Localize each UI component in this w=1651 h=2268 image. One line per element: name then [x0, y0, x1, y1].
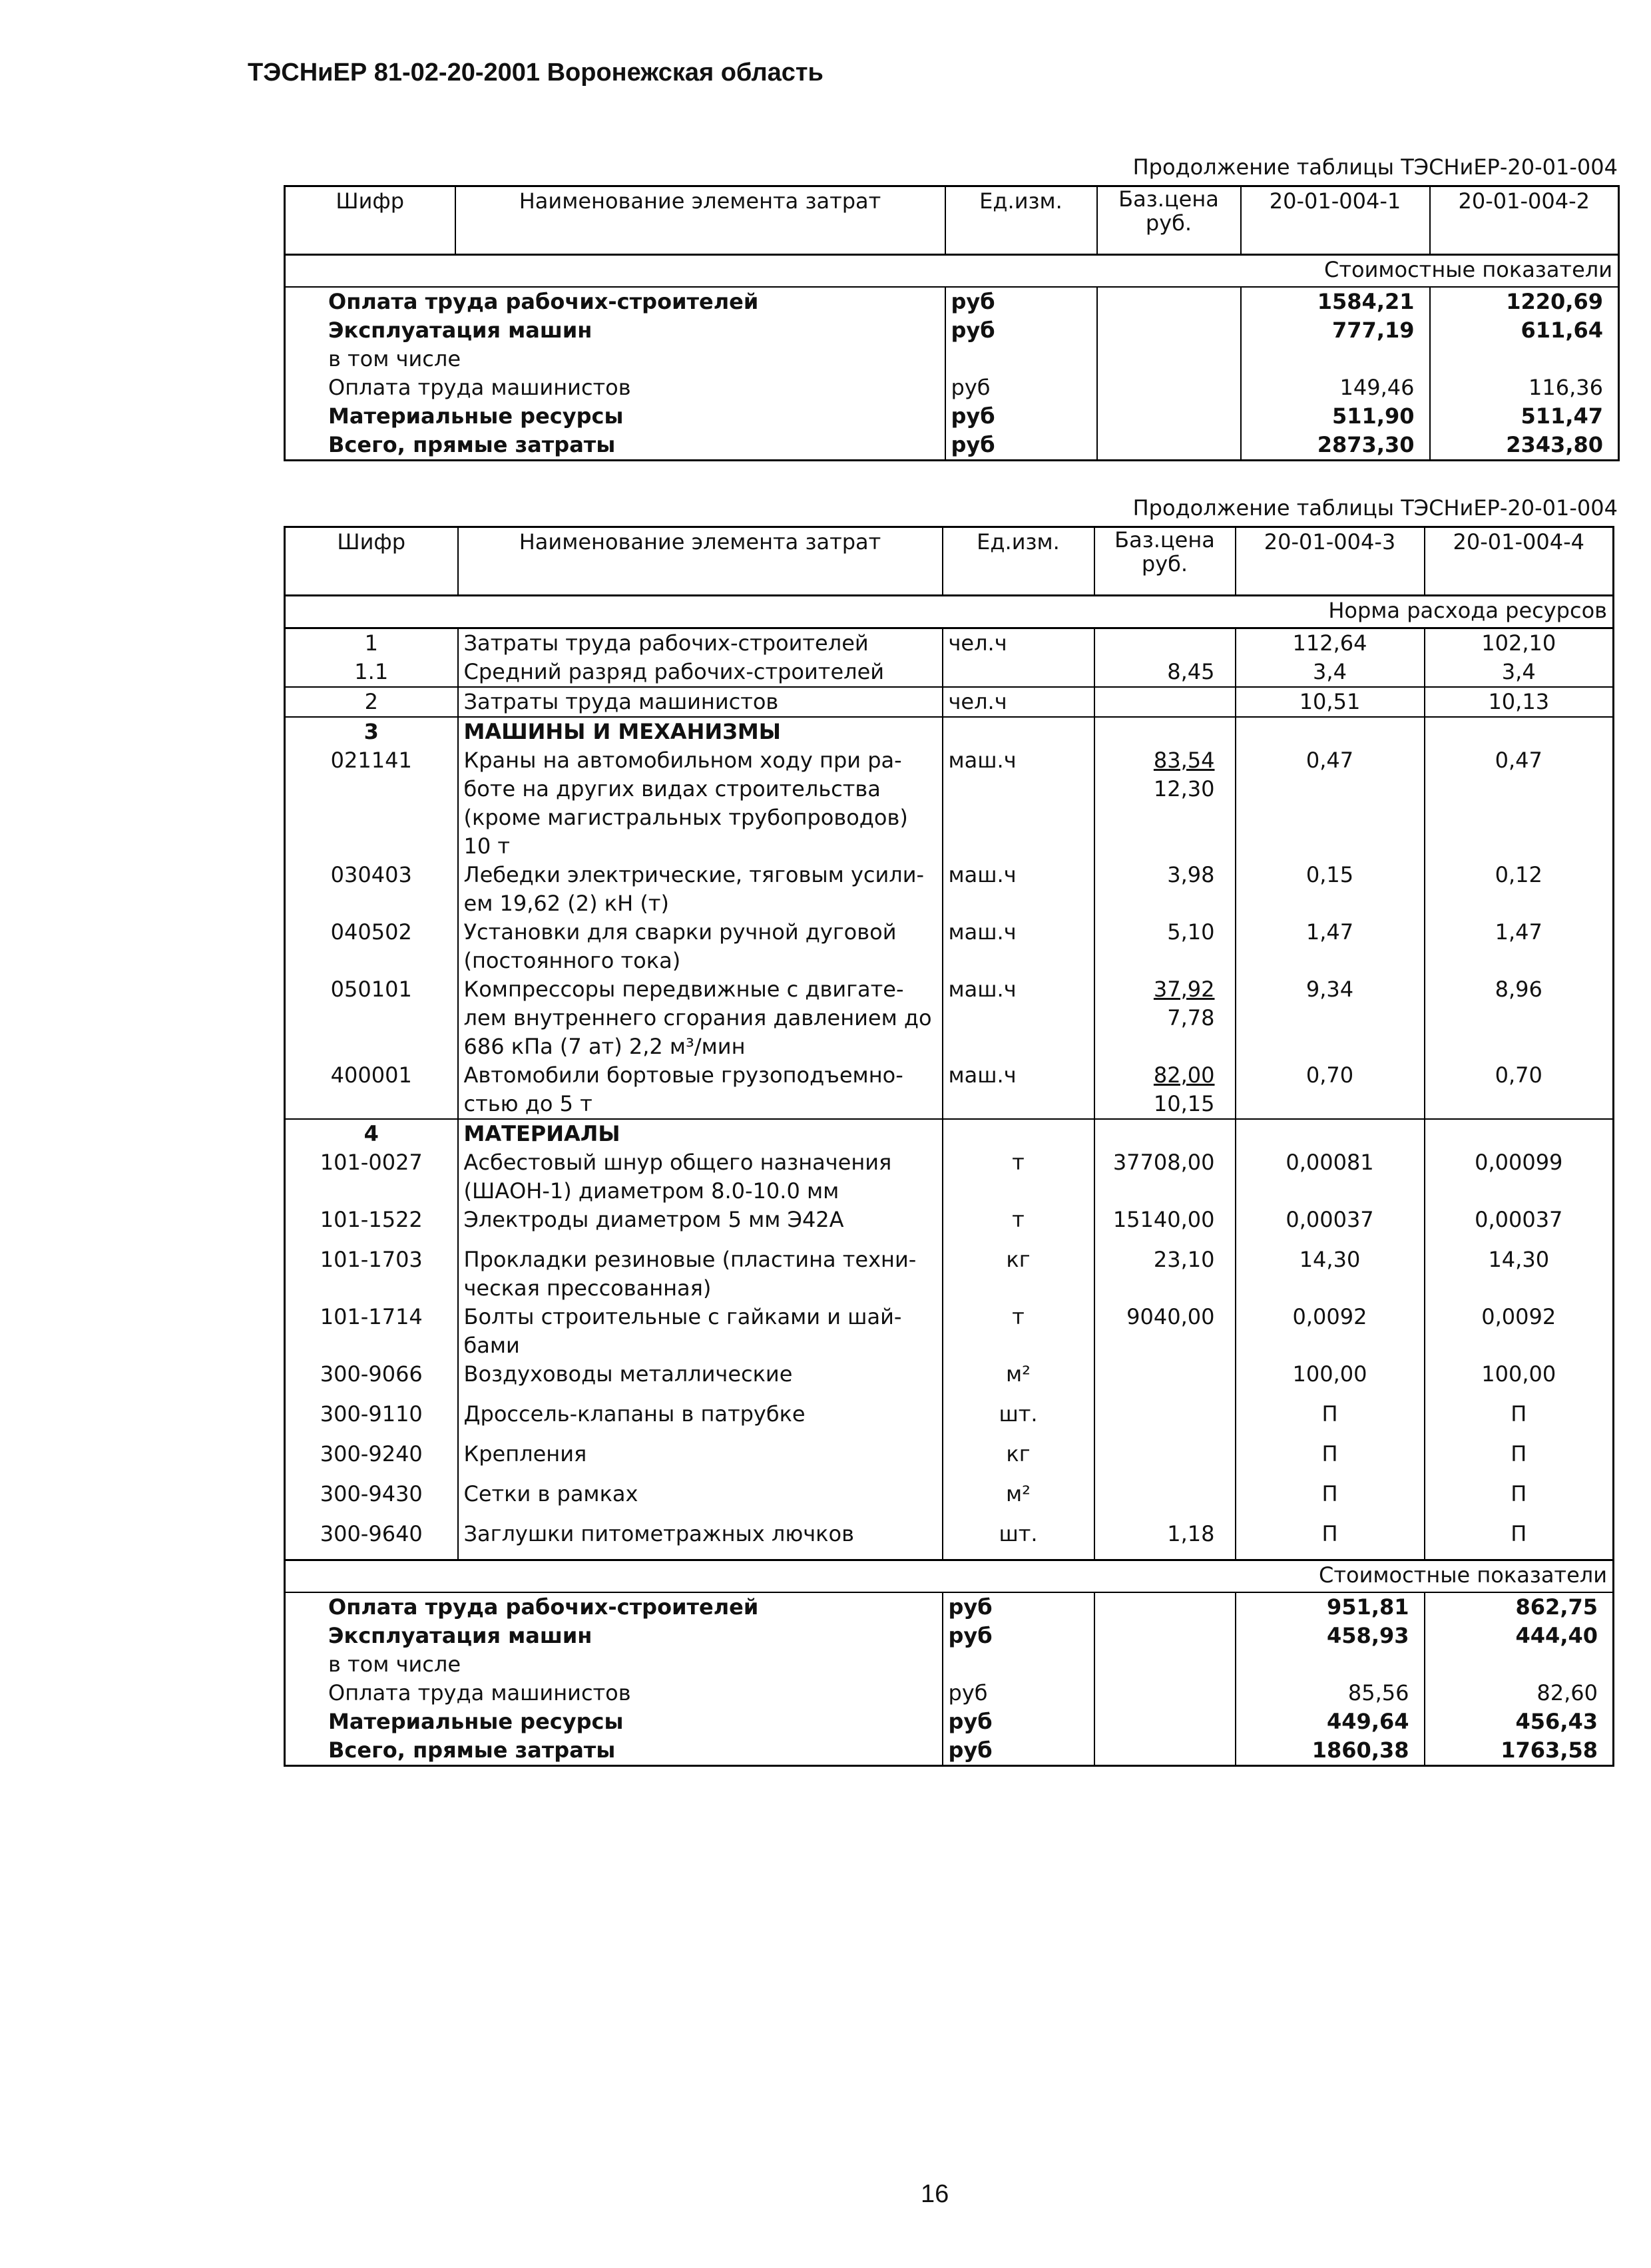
resource-norm-1 — [1236, 1119, 1425, 1148]
resource-name-line: ем 19,62 (2) кН (т) — [463, 891, 669, 916]
resource-norm-2: 0,70 — [1425, 1061, 1614, 1119]
cost-row — [285, 1736, 1614, 1766]
cost-item-value-1: 951,81 — [1236, 1592, 1425, 1622]
resource-unit: т — [943, 1303, 1094, 1360]
resource-norm-1: 10,51 — [1236, 687, 1425, 717]
col-header-code-3: 20-01-004-3 — [1236, 527, 1425, 596]
resource-name-line: Воздуховоды металлические — [463, 1361, 793, 1387]
resource-name — [458, 918, 943, 975]
resource-name-line: Установки для сварки ручной дуговой — [463, 919, 897, 945]
resource-price-value: 1,18 — [1167, 1521, 1215, 1546]
material-row — [285, 1520, 1614, 1560]
col-header-base-price: Баз.цена руб. — [1094, 527, 1236, 596]
cost-row — [285, 402, 1619, 431]
resource-code: 300-9110 — [320, 1401, 423, 1427]
cost-row — [285, 287, 1619, 316]
cost-item-name: Оплата труда рабочих-строителей — [328, 289, 759, 314]
resource-code: 040502 — [330, 919, 412, 945]
cost-item-price — [1094, 1650, 1236, 1679]
resource-name: МАТЕРИАЛЫ — [458, 1119, 943, 1148]
resource-code: 300-9430 — [320, 1481, 423, 1506]
col-header-code-2: 20-01-004-2 — [1430, 186, 1619, 255]
resource-name — [458, 1400, 943, 1440]
resource-name-line: Краны на автомобильном ходу при ра- — [463, 748, 902, 773]
resource-price-value: 3,98 — [1167, 862, 1215, 887]
table2-resource-norms — [284, 526, 1614, 1767]
resource-price — [1094, 918, 1236, 975]
resource-unit: м² — [943, 1360, 1094, 1400]
resource-norm-1: 0,00037 — [1236, 1206, 1425, 1246]
resource-price — [1094, 1119, 1236, 1148]
resource-name — [458, 1206, 943, 1246]
cost-item-value-1: 511,90 — [1241, 402, 1430, 431]
cost-item-value-2: 444,40 — [1425, 1622, 1614, 1650]
cost-item-value-2 — [1425, 1650, 1614, 1679]
section-title: Стоимостные показатели — [1324, 257, 1612, 282]
resource-name — [458, 1148, 943, 1206]
resource-price — [1094, 746, 1236, 861]
resource-norm-1: 0,00081 — [1236, 1148, 1425, 1206]
resource-norm-2: 10,13 — [1425, 687, 1614, 717]
cost-item-unit: руб — [945, 402, 1097, 431]
resource-price — [1094, 1206, 1236, 1246]
table1-cost-indicators — [284, 185, 1620, 461]
cost-item-unit: руб — [945, 287, 1097, 316]
resource-unit — [943, 1119, 1094, 1148]
resource-price-value: 82,00 — [1153, 1062, 1215, 1088]
cost-item-unit — [943, 1650, 1094, 1679]
resource-name-line: (постоянного тока) — [463, 948, 681, 973]
resource-norm-2: 0,00099 — [1425, 1148, 1614, 1206]
resource-unit: шт. — [943, 1520, 1094, 1560]
resource-norm-1: П — [1236, 1520, 1425, 1560]
cost-item-value-2: 2343,80 — [1430, 431, 1619, 461]
cost-row — [285, 316, 1619, 345]
resource-code: 1 — [364, 630, 378, 656]
cost-row — [285, 1622, 1614, 1650]
cost-item-value-1: 149,46 — [1241, 373, 1430, 402]
resource-name — [458, 861, 943, 918]
resource-price-value: 8,45 — [1167, 659, 1215, 684]
resource-price — [1094, 1061, 1236, 1119]
cost-item-name: Оплата труда машинистов — [328, 1680, 631, 1705]
resource-unit: т — [943, 1148, 1094, 1206]
resource-name-line: 10 т — [463, 833, 511, 859]
col-header-code-4: 20-01-004-4 — [1425, 527, 1614, 596]
resource-code: 4 — [363, 1121, 379, 1146]
cost-item-value-2: 511,47 — [1430, 402, 1619, 431]
section-title: Норма расхода ресурсов — [1328, 598, 1607, 623]
resource-price — [1094, 717, 1236, 746]
cost-item-value-1: 458,93 — [1236, 1622, 1425, 1650]
col-header-code: Шифр — [336, 188, 405, 214]
resource-name — [458, 975, 943, 1061]
resource-norm-1 — [1236, 717, 1425, 746]
cost-item-value-2: 116,36 — [1430, 373, 1619, 402]
resource-unit: маш.ч — [943, 746, 1094, 861]
cost-row — [285, 1679, 1614, 1707]
resource-price — [1094, 1246, 1236, 1303]
cost-item-value-1: 85,56 — [1236, 1679, 1425, 1707]
material-row — [285, 1360, 1614, 1400]
cost-item-unit: руб — [943, 1736, 1094, 1766]
resource-price-value: 37,92 — [1153, 977, 1215, 1002]
cost-item-unit: руб — [943, 1622, 1094, 1650]
resource-norm-2: 3,4 — [1425, 658, 1614, 687]
cost-item-value-2: 1763,58 — [1425, 1736, 1614, 1766]
cost-item-price — [1097, 345, 1241, 373]
resource-norm-2: П — [1425, 1520, 1614, 1560]
resource-unit: м² — [943, 1480, 1094, 1520]
resource-norm-1: 112,64 — [1236, 628, 1425, 658]
resource-name-line: бами — [463, 1333, 520, 1358]
resource-unit — [943, 717, 1094, 746]
cost-item-value-1: 449,64 — [1236, 1707, 1425, 1736]
resource-norm-1: 3,4 — [1236, 658, 1425, 687]
machine-row — [285, 918, 1614, 975]
document-title: ТЭСНиЕР 81-02-20-2001 Воронежская область — [248, 59, 824, 87]
col-header-unit: Ед.изм. — [943, 527, 1094, 596]
resource-name-line: Автомобили бортовые грузоподъемно- — [463, 1062, 903, 1088]
resource-norm-1: 1,47 — [1236, 918, 1425, 975]
resource-price — [1094, 1303, 1236, 1360]
col-header-unit: Ед.изм. — [945, 186, 1097, 255]
resource-price-value: 9040,00 — [1126, 1304, 1215, 1329]
resource-norm-1: 0,70 — [1236, 1061, 1425, 1119]
resource-name-line: лем внутреннего сгорания давлением до — [463, 1005, 932, 1030]
resource-price-value: 5,10 — [1167, 919, 1215, 945]
cost-item-value-1: 1584,21 — [1241, 287, 1430, 316]
table2-header-row — [285, 527, 1614, 596]
resource-price-value: 23,10 — [1153, 1247, 1215, 1272]
resource-name-line: Болты строительные с гайками и шай- — [463, 1304, 902, 1329]
resource-name-line: Дроссель-клапаны в патрубке — [463, 1401, 806, 1427]
resource-name-line: Заглушки питометражных лючков — [463, 1521, 854, 1546]
table1-section-row — [285, 255, 1619, 288]
table2-body — [285, 628, 1614, 1560]
resource-name-line: стью до 5 т — [463, 1091, 592, 1116]
resource-name: Затраты труда рабочих-строителей — [458, 628, 943, 658]
resource-norm-2 — [1425, 1119, 1614, 1148]
resource-norm-1: 100,00 — [1236, 1360, 1425, 1400]
resource-unit: маш.ч — [943, 918, 1094, 975]
resource-unit: маш.ч — [943, 975, 1094, 1061]
resource-price — [1094, 1520, 1236, 1560]
cost-item-price — [1097, 373, 1241, 402]
resource-norm-2: 0,0092 — [1425, 1303, 1614, 1360]
resource-name: МАШИНЫ И МЕХАНИЗМЫ — [458, 717, 943, 746]
resource-price — [1094, 658, 1236, 687]
cost-item-price — [1094, 1736, 1236, 1766]
cost-item-value-1: 2873,30 — [1241, 431, 1430, 461]
resource-norm-2: 0,12 — [1425, 861, 1614, 918]
cost-item-price — [1094, 1707, 1236, 1736]
resource-name — [458, 746, 943, 861]
resource-name-line: (кроме магистральных трубопроводов) — [463, 805, 908, 830]
resource-name: Затраты труда машинистов — [458, 687, 943, 717]
cost-item-unit — [945, 345, 1097, 373]
labor-row — [285, 628, 1614, 658]
resource-price-salary: 12,30 — [1153, 776, 1215, 801]
resource-name-line: ческая прессованная) — [463, 1275, 712, 1301]
cost-item-value-2: 1220,69 — [1430, 287, 1619, 316]
resource-unit: кг — [943, 1440, 1094, 1480]
cost-item-value-1: 1860,38 — [1236, 1736, 1425, 1766]
resource-name-line: (ШАОН-1) диаметром 8.0-10.0 мм — [463, 1178, 839, 1204]
cost-item-unit: руб — [945, 373, 1097, 402]
cost-row — [285, 373, 1619, 402]
cost-item-name: Эксплуатация машин — [328, 1622, 592, 1648]
cost-item-unit: руб — [945, 431, 1097, 461]
resource-unit — [943, 658, 1094, 687]
resource-code: 3 — [363, 719, 379, 744]
resource-name — [458, 1440, 943, 1480]
resource-code: 050101 — [330, 977, 412, 1002]
material-row — [285, 1440, 1614, 1480]
section-machines-row — [285, 717, 1614, 746]
resource-unit: чел.ч — [943, 628, 1094, 658]
resource-price — [1094, 1400, 1236, 1440]
page-number: 16 — [921, 2180, 949, 2208]
cost-section-title: Стоимостные показатели — [1319, 1562, 1607, 1588]
cost-item-unit: руб — [943, 1707, 1094, 1736]
resource-code: 101-0027 — [320, 1150, 423, 1175]
cost-item-name: Оплата труда машинистов — [328, 375, 631, 400]
table1-caption: Продолжение таблицы ТЭСНиЕР-20-01-004 — [1132, 154, 1618, 180]
cost-row — [285, 431, 1619, 461]
cost-item-value-1 — [1241, 345, 1430, 373]
resource-unit: маш.ч — [943, 861, 1094, 918]
col-header-base-price: Баз.цена руб. — [1097, 186, 1241, 255]
cost-item-price — [1097, 316, 1241, 345]
resource-code: 101-1714 — [320, 1304, 423, 1329]
resource-price — [1094, 1360, 1236, 1400]
cost-item-name: Материальные ресурсы — [328, 403, 624, 429]
resource-norm-2: 14,30 — [1425, 1246, 1614, 1303]
resource-norm-1: 0,47 — [1236, 746, 1425, 861]
resource-price-value: 83,54 — [1153, 748, 1215, 773]
cost-item-price — [1094, 1622, 1236, 1650]
material-row — [285, 1400, 1614, 1440]
material-row — [285, 1206, 1614, 1246]
cost-item-value-2 — [1430, 345, 1619, 373]
cost-item-price — [1097, 402, 1241, 431]
resource-price — [1094, 861, 1236, 918]
cost-item-value-2: 456,43 — [1425, 1707, 1614, 1736]
col-header-name: Наименование элемента затрат — [455, 186, 945, 255]
resource-norm-2: П — [1425, 1440, 1614, 1480]
resource-norm-2: П — [1425, 1400, 1614, 1440]
resource-code: 101-1703 — [320, 1247, 423, 1272]
resource-norm-1: П — [1236, 1440, 1425, 1480]
resource-norm-1: П — [1236, 1480, 1425, 1520]
resource-norm-2: П — [1425, 1480, 1614, 1520]
resource-price — [1094, 1148, 1236, 1206]
resource-norm-2: 0,47 — [1425, 746, 1614, 861]
resource-unit: т — [943, 1206, 1094, 1246]
resource-code: 300-9640 — [320, 1521, 423, 1546]
resource-code: 101-1522 — [320, 1207, 423, 1232]
cost-item-name: Всего, прямые затраты — [328, 432, 616, 457]
machine-row — [285, 861, 1614, 918]
cost-item-name: Эксплуатация машин — [328, 318, 592, 343]
resource-name-line: Электроды диаметром 5 мм Э42А — [463, 1207, 844, 1232]
resource-name-line: Компрессоры передвижные с двигате- — [463, 977, 904, 1002]
cost-item-price — [1097, 431, 1241, 461]
cost-item-name: Материальные ресурсы — [328, 1708, 624, 1734]
labor-row — [285, 658, 1614, 687]
table2-caption: Продолжение таблицы ТЭСНиЕР-20-01-004 — [1132, 495, 1618, 521]
resource-unit: маш.ч — [943, 1061, 1094, 1119]
resource-name — [458, 1480, 943, 1520]
resource-price — [1094, 687, 1236, 717]
resource-norm-2: 100,00 — [1425, 1360, 1614, 1400]
resource-unit: шт. — [943, 1400, 1094, 1440]
cost-item-unit: руб — [945, 316, 1097, 345]
cost-item-name: Оплата труда рабочих-строителей — [328, 1594, 759, 1620]
cost-item-name: Всего, прямые затраты — [328, 1737, 616, 1763]
cost-item-price — [1094, 1592, 1236, 1622]
resource-norm-2: 8,96 — [1425, 975, 1614, 1061]
material-row — [285, 1246, 1614, 1303]
table1-cost-body — [285, 287, 1619, 461]
resource-name — [458, 1520, 943, 1560]
cost-item-price — [1094, 1679, 1236, 1707]
resource-name-line: Сетки в рамках — [463, 1481, 638, 1506]
resource-price-salary: 7,78 — [1167, 1005, 1215, 1030]
cost-row — [285, 1707, 1614, 1736]
resource-unit: чел.ч — [943, 687, 1094, 717]
cost-row — [285, 1592, 1614, 1622]
material-row — [285, 1480, 1614, 1520]
resource-code: 1.1 — [354, 659, 389, 684]
resource-price-value: 15140,00 — [1112, 1207, 1215, 1232]
resource-name-line: Асбестовый шнур общего назначения — [463, 1150, 892, 1175]
resource-code: 030403 — [330, 862, 412, 887]
resource-price — [1094, 975, 1236, 1061]
resource-norm-1: 14,30 — [1236, 1246, 1425, 1303]
section-materials-row — [285, 1119, 1614, 1148]
resource-code: 300-9240 — [320, 1441, 423, 1467]
cost-item-value-1: 777,19 — [1241, 316, 1430, 345]
col-header-name: Наименование элемента затрат — [458, 527, 943, 596]
machine-row — [285, 746, 1614, 861]
cost-item-value-2: 862,75 — [1425, 1592, 1614, 1622]
resource-price — [1094, 1440, 1236, 1480]
resource-code: 2 — [364, 689, 378, 714]
resource-norm-1: 9,34 — [1236, 975, 1425, 1061]
material-row — [285, 1303, 1614, 1360]
resource-name — [458, 1360, 943, 1400]
cost-item-unit: руб — [943, 1592, 1094, 1622]
resource-code: 400001 — [330, 1062, 412, 1088]
cost-item-value-2: 611,64 — [1430, 316, 1619, 345]
col-header-code-1: 20-01-004-1 — [1241, 186, 1430, 255]
table1-header-row — [285, 186, 1619, 255]
cost-item-price — [1097, 287, 1241, 316]
resource-price — [1094, 1480, 1236, 1520]
resource-name — [458, 1246, 943, 1303]
resource-name: Средний разряд рабочих-строителей — [458, 658, 943, 687]
resource-norm-1: 0,0092 — [1236, 1303, 1425, 1360]
cost-item-unit: руб — [943, 1679, 1094, 1707]
resource-norm-2: 102,10 — [1425, 628, 1614, 658]
cost-row — [285, 345, 1619, 373]
col-header-code: Шифр — [337, 529, 406, 555]
resource-name-line: боте на других видах строительства — [463, 776, 881, 801]
resource-name — [458, 1303, 943, 1360]
resource-name — [458, 1061, 943, 1119]
resource-name-line: Крепления — [463, 1441, 587, 1467]
resource-name-line: Лебедки электрические, тяговым усили- — [463, 862, 925, 887]
cost-item-name: в том числе — [328, 346, 461, 371]
resource-unit: кг — [943, 1246, 1094, 1303]
machine-row — [285, 975, 1614, 1061]
labor-row — [285, 687, 1614, 717]
cost-row — [285, 1650, 1614, 1679]
table2-cost-section-row — [285, 1560, 1614, 1592]
cost-item-name: в том числе — [328, 1651, 461, 1677]
material-row — [285, 1148, 1614, 1206]
resource-code: 021141 — [330, 748, 412, 773]
resource-norm-1: 0,15 — [1236, 861, 1425, 918]
resource-price-salary: 10,15 — [1153, 1091, 1215, 1116]
cost-item-value-2: 82,60 — [1425, 1679, 1614, 1707]
resource-name-line: Прокладки резиновые (пластина техни- — [463, 1247, 917, 1272]
resource-price-value: 37708,00 — [1112, 1150, 1215, 1175]
resource-norm-2: 0,00037 — [1425, 1206, 1614, 1246]
cost-item-value-1 — [1236, 1650, 1425, 1679]
resource-norm-1: П — [1236, 1400, 1425, 1440]
resource-norm-2 — [1425, 717, 1614, 746]
resource-norm-2: 1,47 — [1425, 918, 1614, 975]
resource-code: 300-9066 — [320, 1361, 423, 1387]
table2-section-row — [285, 596, 1614, 628]
table2-cost-body — [285, 1592, 1614, 1766]
resource-price — [1094, 628, 1236, 658]
machine-row — [285, 1061, 1614, 1119]
resource-name-line: 686 кПа (7 ат) 2,2 м³/мин — [463, 1034, 746, 1059]
